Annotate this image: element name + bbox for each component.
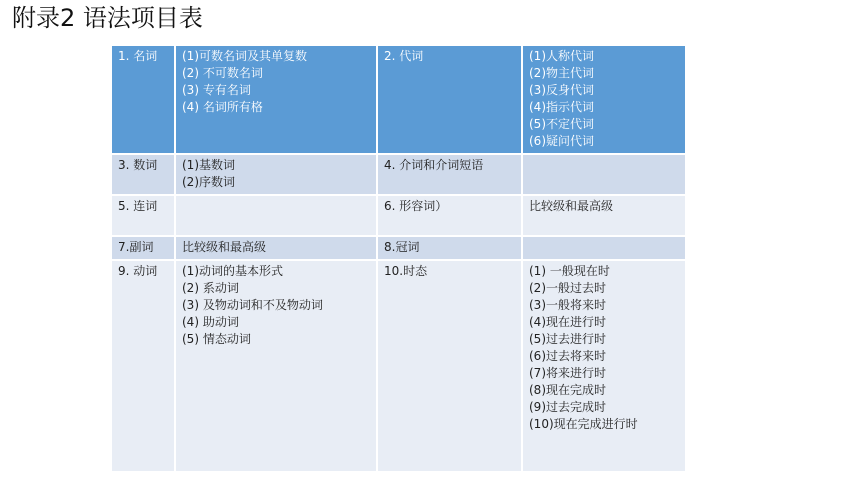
item-line: (6)过去将来时: [529, 349, 606, 363]
category-cell: [377, 154, 522, 195]
category-cell: [111, 195, 175, 236]
item-line: (2) 系动词: [182, 281, 239, 295]
item-line: (1)动词的基本形式: [182, 264, 283, 278]
page-title: 附录2 语法项目表: [12, 4, 203, 32]
item-line: (4) 助动词: [182, 315, 239, 329]
item-line: (3)一般将来时: [529, 298, 606, 312]
item-line: (4)现在进行时: [529, 315, 606, 329]
table-row: [111, 195, 686, 236]
item-line: (1) 一般现在时: [529, 264, 610, 278]
items-cell: [175, 154, 377, 195]
category-label: 10.时态: [384, 264, 428, 278]
category-label: 3. 数词: [118, 158, 158, 172]
category-cell: [111, 260, 175, 472]
item-line: (3)反身代词: [529, 83, 594, 97]
item-line: (7)将来进行时: [529, 366, 606, 380]
category-label: 4. 介词和介词短语: [384, 158, 484, 172]
item-line: (5)不定代词: [529, 117, 594, 131]
item-line: (3) 专有名词: [182, 83, 251, 97]
items-cell: [175, 195, 377, 236]
category-cell: [111, 236, 175, 260]
item-line: (5)过去进行时: [529, 332, 606, 346]
item-line: (1)可数名词及其单复数: [182, 49, 307, 63]
item-line: (4)指示代词: [529, 100, 594, 114]
item-line: (5) 情态动词: [182, 332, 251, 346]
category-label: 2. 代词: [384, 49, 424, 63]
category-cell: [377, 236, 522, 260]
item-line: (2) 不可数名词: [182, 66, 263, 80]
items-cell: [175, 260, 377, 472]
category-cell: [111, 154, 175, 195]
item-line: (10)现在完成进行时: [529, 417, 638, 431]
table-row: [111, 236, 686, 260]
item-line: (1)人称代词: [529, 49, 594, 63]
items-cell: [522, 260, 686, 472]
category-label: 1. 名词: [118, 49, 158, 63]
category-label: 6. 形容词）: [384, 199, 448, 213]
item-line: (2)物主代词: [529, 66, 594, 80]
items-cell: [522, 45, 686, 154]
category-cell: [377, 45, 522, 154]
table-row: [111, 260, 686, 472]
category-cell: [111, 45, 175, 154]
category-label: 9. 动词: [118, 264, 158, 278]
item-line: (1)基数词: [182, 158, 235, 172]
item-line: 比较级和最高级: [182, 240, 267, 254]
items-cell: [522, 236, 686, 260]
category-label: 5. 连词: [118, 199, 158, 213]
items-cell: [522, 154, 686, 195]
grammar-table: [110, 44, 687, 473]
category-label: 7.副词: [118, 240, 154, 254]
item-line: 比较级和最高级: [529, 199, 614, 213]
item-line: (4) 名词所有格: [182, 100, 263, 114]
item-line: (2)一般过去时: [529, 281, 606, 295]
item-line: (9)过去完成时: [529, 400, 606, 414]
table-row: [111, 154, 686, 195]
category-label: 8.冠词: [384, 240, 420, 254]
item-line: (8)现在完成时: [529, 383, 606, 397]
item-line: (2)序数词: [182, 175, 235, 189]
items-cell: [175, 236, 377, 260]
item-line: (3) 及物动词和不及物动词: [182, 298, 323, 312]
category-cell: [377, 195, 522, 236]
table-row: [111, 45, 686, 154]
items-cell: [175, 45, 377, 154]
item-line: (6)疑问代词: [529, 134, 594, 148]
category-cell: [377, 260, 522, 472]
items-cell: [522, 195, 686, 236]
